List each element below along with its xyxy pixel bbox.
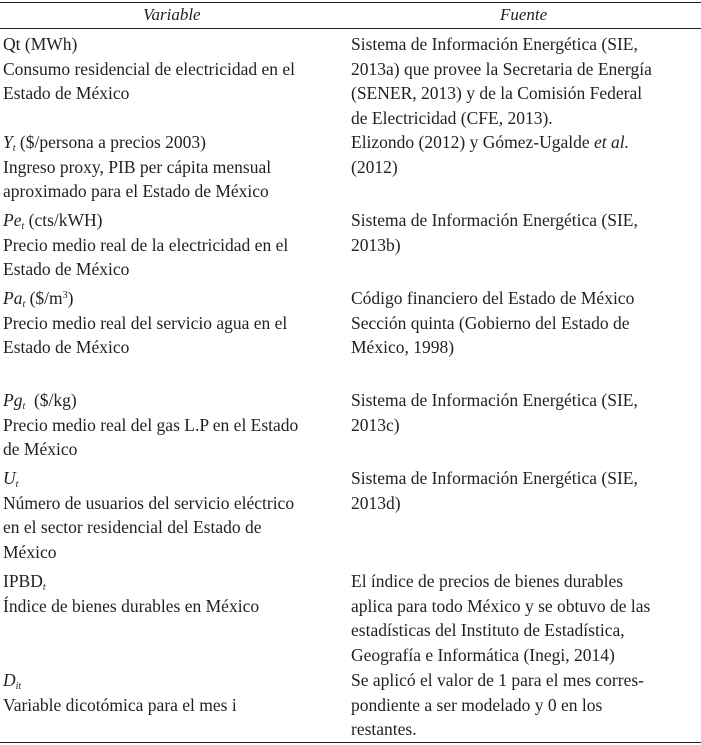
variable-cell (3, 130, 339, 204)
source-text: 2013b) (351, 234, 401, 255)
source-text: Sistema de Información Energética (SIE, (351, 210, 638, 230)
source-text: El índice de precios de bienes durables (351, 571, 624, 591)
source-text: México, 1998) (351, 337, 455, 357)
source-text: estadísticas del Instituto de Estadística, (351, 620, 625, 640)
variable-description: México (3, 541, 57, 562)
source-cell (351, 208, 697, 257)
header-rule (0, 28, 701, 29)
variable-description: Consumo residencial de electricidad en el (3, 58, 296, 79)
source-text: de Electricidad (CFE, 2013). (351, 107, 553, 128)
variable-cell (3, 466, 339, 564)
source-cell (351, 569, 697, 667)
variable-description: Número de usuarios del servicio eléctrico (3, 492, 295, 513)
source-cell (351, 32, 697, 130)
variable-name: $IPBD_t$ (3, 571, 46, 593)
source-text: 2013c) (351, 414, 400, 435)
source-text: Sección quinta (Gobierno del Estado de (351, 312, 630, 333)
source-cell (351, 466, 697, 515)
variable-description: Precio medio real del gas L.P en el Estado (3, 414, 299, 435)
variable-cell (3, 32, 339, 106)
variable-description: Precio medio real del servicio agua en el (3, 312, 288, 333)
source-cell (351, 668, 697, 742)
table-bottom-rule (0, 742, 701, 743)
variable-cell (3, 569, 339, 618)
variable-cell (3, 388, 339, 462)
variable-description: Ingreso proxy, PIB per cápita mensual (3, 156, 272, 177)
variable-description: Estado de México (3, 337, 130, 357)
header-variable: Variable (143, 5, 201, 24)
table-top-rule (0, 2, 701, 3)
source-text: Sistema de Información Energética (SIE, (351, 390, 638, 410)
source-cell (351, 388, 697, 437)
source-text: Elizondo (2012) y Gómez-Ugalde et al. (351, 132, 629, 152)
source-text: restantes. (351, 719, 417, 739)
variable-cell (3, 286, 339, 360)
source-text: 2013d) (351, 492, 401, 513)
variable-name: $Pe_t$ (cts/kWH) (3, 210, 103, 232)
source-text: 2013a) que provee la Secretaria de Energía (351, 58, 652, 79)
header-source: Fuente (500, 5, 548, 24)
variable-name: $Pa_t$ $(\$/m^3)$ (3, 288, 74, 310)
variable-cell (3, 668, 339, 717)
variable-name: $Pg_t$ ($/kg) (3, 390, 77, 412)
source-cell (351, 130, 697, 179)
variable-description: Variable dicotómica para el mes i (3, 694, 237, 715)
source-text: Sistema de Información Energética (SIE, (351, 34, 638, 54)
variable-description: de México (3, 439, 78, 459)
source-text: pondiente a ser modelado y 0 en los (351, 694, 603, 715)
variable-description: Estado de México (3, 259, 130, 279)
source-text: aplica para todo México y se obtuvo de las (351, 595, 651, 616)
variable-description: Precio medio real de la electricidad en el (3, 234, 289, 255)
source-cell (351, 286, 697, 360)
source-text: (SENER, 2013) y de la Comisión Federal (351, 83, 643, 103)
variable-description: en el sector residencial del Estado de (3, 517, 262, 537)
source-text: (2012) (351, 156, 398, 177)
source-text: Sistema de Información Energética (SIE, (351, 468, 638, 488)
variable-description: Estado de México (3, 83, 130, 103)
variable-cell (3, 208, 339, 282)
source-text: Se aplicó el valor de 1 para el mes corres- (351, 670, 644, 690)
variable-description: Índice de bienes durables en México (3, 595, 260, 616)
variable-name: $D_{it}$ (3, 670, 22, 692)
source-text: Geografía e Informática (Inegi, 2014) (351, 644, 615, 665)
variable-name: $U_t$ (3, 468, 19, 490)
variable-name: Qt (MWh) (3, 34, 78, 54)
variable-description: aproximado para el Estado de México (3, 181, 269, 201)
variable-name: $Y_t$ ($/persona a precios 2003) (3, 132, 207, 154)
source-text: Código financiero del Estado de México (351, 288, 635, 308)
